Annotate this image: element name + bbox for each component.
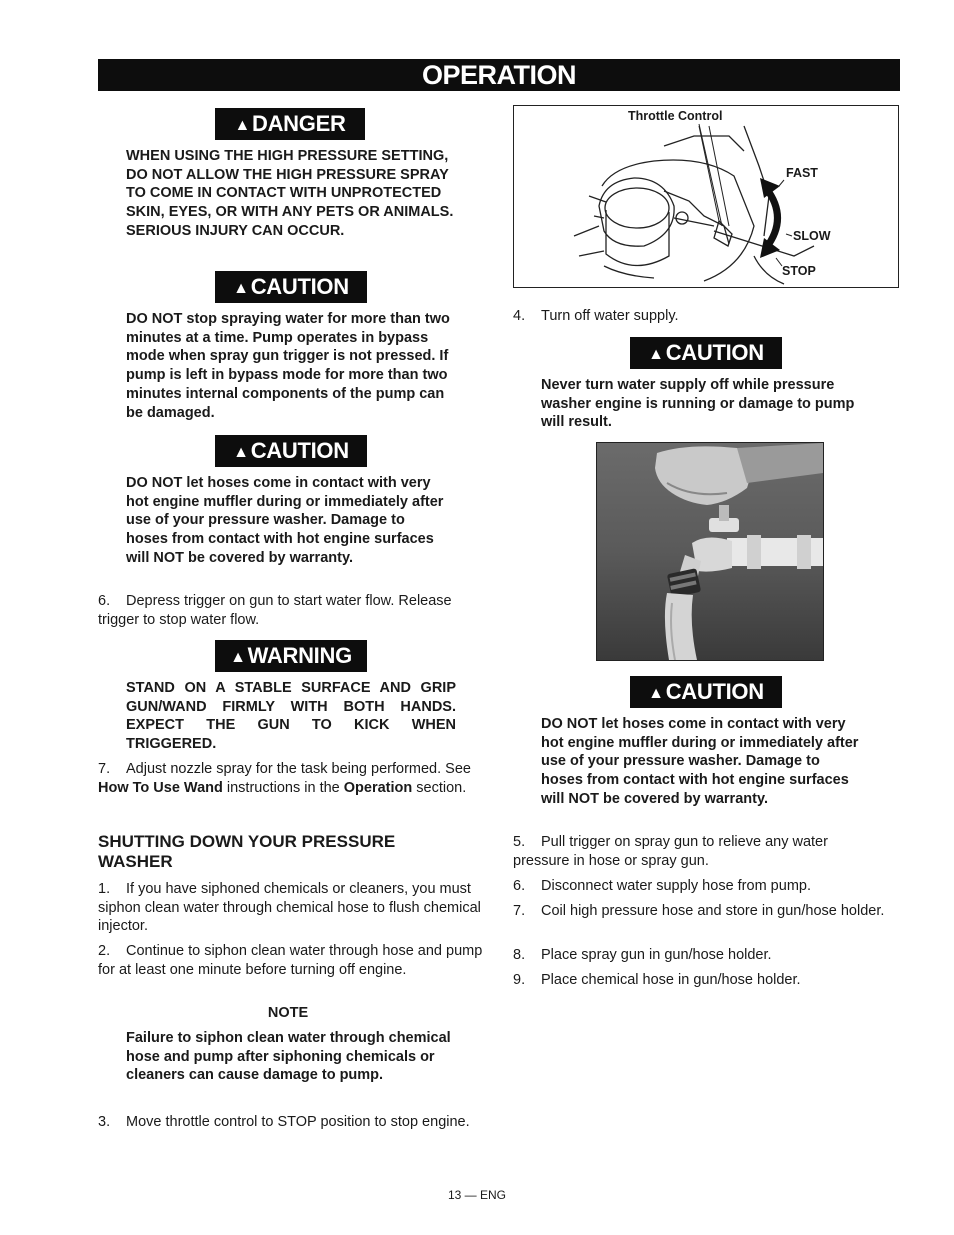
step-number: 2.	[98, 943, 111, 959]
caution-label: CAUTION	[665, 679, 764, 704]
step-8-right	[513, 946, 893, 965]
step-text: Adjust nozzle spray for the task being performed. See	[126, 761, 471, 777]
step-text: Place chemical hose in gun/hose holder.	[541, 972, 801, 988]
warning-triangle-icon: ▲	[648, 346, 664, 363]
caution-text-3: Never turn water supply off while pressure washer engine is running or damage to pump will result.	[541, 377, 855, 431]
throttle-control-figure	[513, 105, 899, 288]
step-text: If you have siphoned chemicals or cleaners, you must siphon clean water through chemical hose to flush chemical injector.	[98, 881, 481, 935]
warning-header	[215, 640, 367, 672]
caution-label: CAUTION	[665, 340, 764, 365]
warning-triangle-icon: ▲	[233, 444, 249, 461]
step-text: Depress trigger on gun to start water flow. Release trigger to stop water flow.	[98, 593, 452, 628]
danger-label: DANGER	[252, 111, 346, 136]
step-number: 8.	[513, 947, 526, 963]
label-fast: FAST	[786, 166, 818, 180]
caution-text-1: DO NOT stop spraying water for more than two minutes at a time. Pump operates in bypass mode when spray gun trigger is not pressed. If pump is left in bypass mode for more than two minutes internal components of the pump can be damaged.	[126, 311, 450, 421]
step-number: 6.	[513, 878, 526, 894]
caution-label: CAUTION	[250, 274, 349, 299]
step-number: 4.	[513, 308, 526, 324]
step-text: section.	[412, 779, 467, 796]
shutting-down-title: SHUTTING DOWN YOUR PRESSURE WASHER	[98, 832, 396, 871]
shutdown-step-3	[98, 1113, 486, 1132]
note-body: Failure to siphon clean water through chemical hose and pump after siphoning chemicals or cleaners can cause damage to pump.	[126, 1030, 451, 1084]
link-operation: Operation	[343, 779, 413, 796]
danger-text: WHEN USING THE HIGH PRESSURE SETTING, DO NOT ALLOW THE HIGH PRESSURE SPRAY TO COME IN CONTACT WITH UNPROTECTED SKIN, EYES, OR WITH ANY PETS OR ANIMALS. SERIOUS INJURY CAN OCCUR.	[126, 148, 454, 239]
step-number: 6.	[98, 593, 111, 609]
danger-header	[215, 108, 365, 140]
warning-triangle-icon: ▲	[230, 649, 246, 666]
step-text: instructions in the	[222, 779, 344, 796]
step-text: Move throttle control to STOP position to stop engine.	[126, 1114, 470, 1130]
warning-label: WARNING	[247, 643, 352, 668]
caution-header-2	[215, 435, 367, 467]
step-number: 9.	[513, 972, 526, 988]
caution-header-1	[215, 271, 367, 303]
shutdown-step-1	[98, 880, 486, 936]
step-text: Place spray gun in gun/hose holder.	[541, 947, 772, 963]
note-title: NOTE	[267, 1005, 309, 1021]
step-7-right	[513, 902, 893, 921]
warning-triangle-icon: ▲	[233, 280, 249, 297]
step-number: 5.	[513, 834, 526, 850]
step-text: Pull trigger on spray gun to relieve any water pressure in hose or spray gun.	[513, 834, 828, 869]
warning-triangle-icon: ▲	[648, 685, 664, 702]
step-text: Continue to siphon clean water through hose and pump for at least one minute before turning off engine.	[98, 943, 483, 978]
caution-label: CAUTION	[250, 438, 349, 463]
step-number: 3.	[98, 1114, 111, 1130]
water-faucet-photo	[596, 442, 824, 661]
step-5	[513, 833, 881, 870]
step-number: 7.	[513, 903, 526, 919]
step-6	[98, 592, 486, 629]
throttle-illustration	[514, 106, 898, 287]
step-text: Turn off water supply.	[541, 308, 679, 324]
step-4	[513, 307, 893, 326]
caution-header-4	[630, 676, 782, 708]
step-number: 7.	[98, 761, 111, 777]
warning-text: STAND ON A STABLE SURFACE AND GRIP GUN/WAND FIRMLY WITH BOTH HANDS. EXPECT THE GUN TO KICK WHEN TRIGGERED.	[126, 680, 456, 753]
step-text: Coil high pressure hose and store in gun/hose holder.	[541, 903, 885, 919]
label-stop: STOP	[782, 264, 816, 278]
step-7	[98, 760, 486, 797]
step-number: 1.	[98, 881, 111, 897]
caution-text-2: DO NOT let hoses come in contact with very hot engine muffler during or immediately after use of your pressure washer. Damage to hoses from contact with hot engine surfaces will NOT be covered by warranty.	[126, 475, 444, 566]
figure-title: Throttle Control	[628, 109, 723, 123]
step-6-right	[513, 877, 893, 896]
link-how-to-use-wand: How To Use Wand	[98, 779, 223, 796]
step-text: Disconnect water supply hose from pump.	[541, 878, 811, 894]
page-footer: 13 — ENG	[447, 1188, 507, 1202]
page-title: OPERATION	[98, 59, 900, 91]
warning-triangle-icon: ▲	[234, 117, 250, 134]
caution-text-4: DO NOT let hoses come in contact with very hot engine muffler during or immediately after use of your pressure washer. Damage to hoses from contact with hot engine surfaces will NOT be covered by warranty.	[541, 716, 859, 807]
caution-header-3	[630, 337, 782, 369]
shutdown-step-2	[98, 942, 486, 979]
step-9-right	[513, 971, 893, 990]
faucet-photo-image	[597, 443, 823, 660]
label-slow: SLOW	[793, 229, 831, 243]
